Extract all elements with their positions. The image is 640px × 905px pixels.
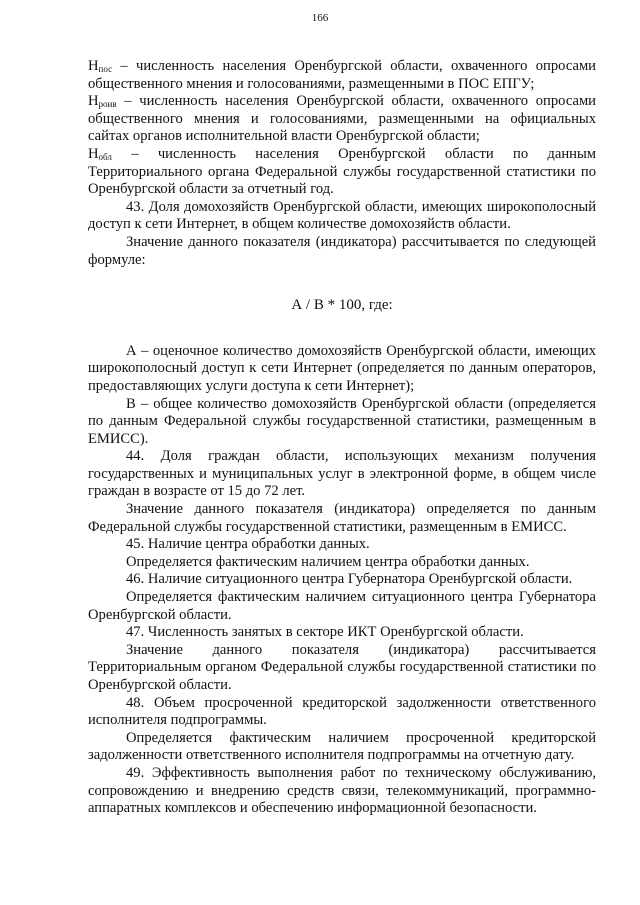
item-44: 44. Доля граждан области, использующих механизм получения государственных и муниципальных услуг в электронной форме, в общем числе граждан в возрасте от 15 до 72 лет. <box>88 448 596 500</box>
definition-n-pos: $Н_{пос}$ – численность населения Оренбургской области, охваченного опросами общественного мнения и голосованиями, размещенными в ПОС ЕПГУ; <box>88 58 596 92</box>
definition-b: В – общее количество домохозяйств Оренбургской области (определяется по данным Федеральной службы государственной статистики, размещенным в ЕМИСС). <box>88 395 596 447</box>
item-46: 46. Наличие ситуационного центра Губернатора Оренбургской области. <box>126 571 573 588</box>
definition-a: А – оценочное количество домохозяйств Оренбургской области, имеющих широкополосный доступ к сети Интернет (определяется по данным операторов, предоставляющих услуги доступа к сети Интернет); <box>88 342 596 394</box>
item-44-value: Значение данного показателя (индикатора) определяется по данным Федеральной службы государственной статистики, размещенным в ЕМИСС. <box>88 501 596 535</box>
item-45: 45. Наличие центра обработки данных. <box>126 536 370 553</box>
document-body <box>88 58 596 818</box>
item-49: 49. Эффективность выполнения работ по техническому обслуживанию, сопровождению и внедрению средств связи, телекоммуникаций, программно-аппаратных комплексов и обеспечению информационной безопасности. <box>88 764 596 817</box>
item-48-value: Определяется фактическим наличием просроченной кредиторской задолженности ответственного исполнителя подпрограммы на отчетную дату. <box>88 729 596 764</box>
item-48: 48. Объем просроченной кредиторской задолженности ответственного исполнителя подпрограммы. <box>88 694 596 729</box>
definition-n-obl: $Н_{обл}$ – численность населения Оренбургской области по данным Территориального органа Федеральной службы государственной статистики по Оренбургской области за отчетный год. <box>88 145 596 198</box>
formula: А / В * 100, где: <box>291 297 393 314</box>
item-47-value: Значение данного показателя (индикатора) рассчитывается Территориальным органом Федеральной службы государственной статистики по Оренбургской области. <box>88 641 596 693</box>
item-46-value: Определяется фактическим наличием ситуационного центра Губернатора Оренбургской области. <box>88 589 596 623</box>
item-45-value: Определяется фактическим наличием центра обработки данных. <box>126 553 530 570</box>
item-43-formula-intro: Значение данного показателя (индикатора) рассчитывается по следующей формуле: <box>88 233 596 268</box>
item-47: 47. Численность занятых в секторе ИКТ Оренбургской области. <box>126 624 524 641</box>
item-43: 43. Доля домохозяйств Оренбургской области, имеющих широкополосный доступ к сети Интернет, в общем количестве домохозяйств области. <box>88 198 596 233</box>
page-number: 166 <box>311 12 329 24</box>
definition-n-roiv: $Н_{роив}$ – численность населения Оренбургской области, охваченного опросами общественного мнения и голосованиями, размещенными на официальных сайтах органов исполнительной власти Оренбургской области; <box>88 93 596 145</box>
